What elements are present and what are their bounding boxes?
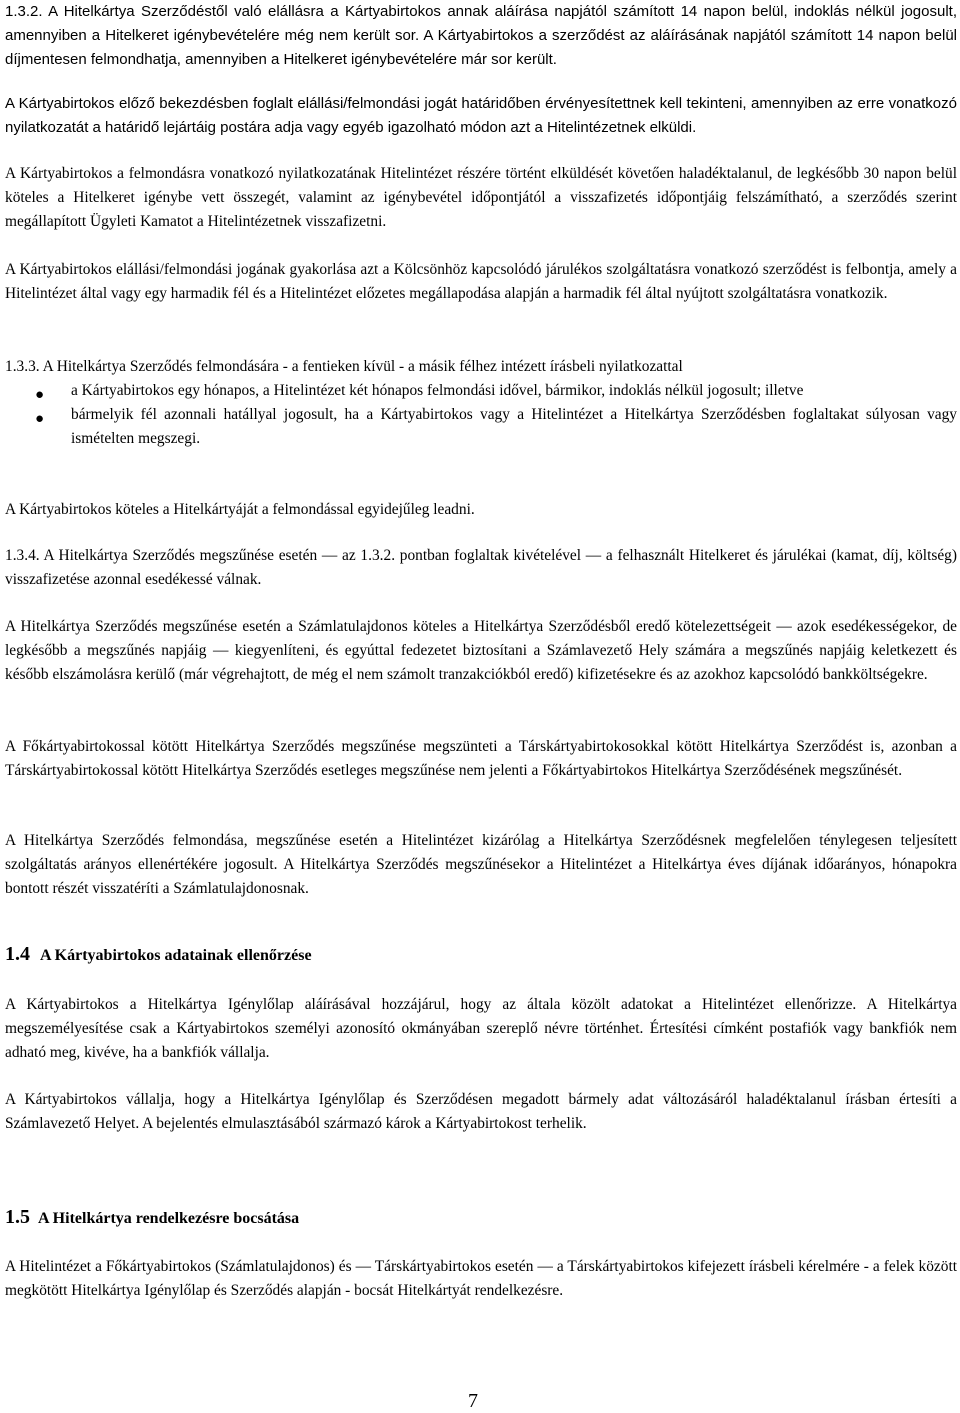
section-heading-1-5 xyxy=(5,1206,299,1229)
paragraph-ancillary-services: A Kártyabirtokos elállási/felmondási jogának gyakorlása azt a Kölcsönhöz kapcsolódó járulékos szolgáltatásra vonatkozó szerződést is felbontja, amely a Hitelintézet által vagy egy harmadik fél és a Hitelintézet előzetes megállapodása alapján a harmadik fél által nyújtott szolgáltatásra vonatkozik. xyxy=(5,261,957,303)
list-item xyxy=(5,379,957,403)
page-number: 7 xyxy=(468,1390,478,1412)
section-number: 1.4 xyxy=(5,943,30,965)
list-item-text: a Kártyabirtokos egy hónapos, a Hitelintézet két hónapos felmondási idővel, bármikor, indoklás nélkül jogosult; illetve xyxy=(71,382,804,399)
paragraph-fee-refund: A Hitelkártya Szerződés felmondása, megszűnése esetén a Hitelintézet kizárólag a Hitelkártya Szerződésnek megfelelően ténylegesen teljesített szolgáltatás arányos ellenértékére jogosult. A Hitelkártya Szerződés megszűnésekor a Hitelintézet a Hitelkártya éves díjának időarányos, hónapokra bontott részét visszatéríti a Számlatulajdonosnak. xyxy=(5,832,957,898)
paragraph-1-5: A Hitelintézet a Főkártyabirtokos (Számlatulajdonos) és — Társkártyabirtokos esetén — a Társkártyabirtokos kifejezett írásbeli kérelmére - a felek között megkötött Hitelkártya Igénylőlap és Szerződés alapján - bocsát Hitelkártyát rendelkezésre. xyxy=(5,1258,957,1300)
bullet-icon: ● xyxy=(35,387,45,403)
paragraph-deadline: A Kártyabirtokos előző bekezdésben foglalt elállási/felmondási jogát határidőben érvényesítettnek kell tekinteni, amennyiben az erre vonatkozó nyilatkozatát a határidő lejártáig postára adja vagy egyéb igazolható módon azt a Hitelintézetnek elküldi. xyxy=(5,95,957,137)
paragraph-1-3-4: 1.3.4. A Hitelkártya Szerződés megszűnése esetén — az 1.3.2. pontban foglaltak kivételével — a felhasznált Hitelkeret és járulékai (kamat, díj, költség) visszafizetése azonnal esedékessé válnak. xyxy=(5,547,957,589)
section-heading-1-4 xyxy=(5,943,312,966)
paragraph-1-4-a: A Kártyabirtokos a Hitelkártya Igénylőlap aláírásával hozzájárul, hogy az általa közölt adatokat a Hitelintézet ellenőrizze. A Hitelkártya megszemélyesítése csak a Kártyabirtokos személyi azonosító okmányában szereplő névre történhet. Értesítési címként postafiók vagy bankfiók nem adható meg, kivéve, ha a bankfiók vállalja. xyxy=(5,996,957,1062)
section-number: 1.5 xyxy=(5,1206,30,1228)
paragraph-repayment: A Kártyabirtokos a felmondásra vonatkozó nyilatkozatának Hitelintézet részére történt elküldését követően haladéktalanul, de legkésőbb 30 napon belül köteles a Hitelkeret igénybe vett összegét, valamint az igénybevétel időpontjától a visszafizetés időpontjáig felszámítható, a szerződés szerint megállapított Ügyleti Kamatot a Hitelintézetnek visszafizetni. xyxy=(5,165,957,231)
section-title: A Hitelkártya rendelkezésre bocsátása xyxy=(38,1210,300,1227)
paragraph-account-holder: A Hitelkártya Szerződés megszűnése esetén a Számlatulajdonos köteles a Hitelkártya Szerződésből eredő kötelezettségeit — azok esedékességekor, de legkésőbb a megszűnés napjáig — kiegyenlíteni, és egyúttal fedezetet biztosítani a Számlavezető Hely számára a megszűnés napjáig keletkezett és később elszámolásra kerülő (már végrehajtott, de még el nem számolt tranzakciókból eredő) kifizetésekre és az azokhoz kapcsolódó bankköltségekre. xyxy=(5,618,957,684)
section-title: A Kártyabirtokos adatainak ellenőrzése xyxy=(40,947,312,964)
list-item xyxy=(5,403,957,451)
paragraph-return-card: A Kártyabirtokos köteles a Hitelkártyáját a felmondással egyidejűleg leadni. xyxy=(5,501,475,518)
bullet-icon: ● xyxy=(35,411,45,428)
list-item-text: bármelyik fél azonnali hatállyal jogosult, ha a Kártyabirtokos vagy a Hitelintézet a Hitelkártya Szerződésben foglaltakat súlyosan vagy ismételten megszegi. xyxy=(71,406,957,448)
paragraph-main-cardholder: A Főkártyabirtokossal kötött Hitelkártya Szerződés megszűnése megszünteti a Társkártyabirtokosokkal kötött Hitelkártya Szerződést is, azonban a Társkártyabirtokossal kötött Hitelkártya Szerződés esetleges megszűnése nem jelenti a Főkártyabirtokos Hitelkártya Szerződésének megszűnését. xyxy=(5,738,957,780)
paragraph-1-4-b: A Kártyabirtokos vállalja, hogy a Hitelkártya Igénylőlap és Szerződésen megadott bármely adat változásáról haladéktalanul írásban értesíti a Számlavezető Helyet. A bejelentés elmulasztásából származó károk a Kártyabirtokost terhelik. xyxy=(5,1091,957,1133)
paragraph-1-3-3-intro: 1.3.3. A Hitelkártya Szerződés felmondására - a fentieken kívül - a másik félhez intézett írásbeli nyilatkozattal xyxy=(5,358,683,375)
termination-bullet-list xyxy=(5,379,957,452)
paragraph-1-3-2: 1.3.2. A Hitelkártya Szerződéstől való elállásra a Kártyabirtokos annak aláírása napjától számított 14 napon belül, indoklás nélkül jogosult, amennyiben a Hitelkeret igénybevételére még nem került sor. A Kártyabirtokos a szerződést az aláírásának napjától számított 14 napon belül díjmentesen felmondhatja, amennyiben a Hitelkeret igénybevételére már sor került. xyxy=(5,3,957,69)
